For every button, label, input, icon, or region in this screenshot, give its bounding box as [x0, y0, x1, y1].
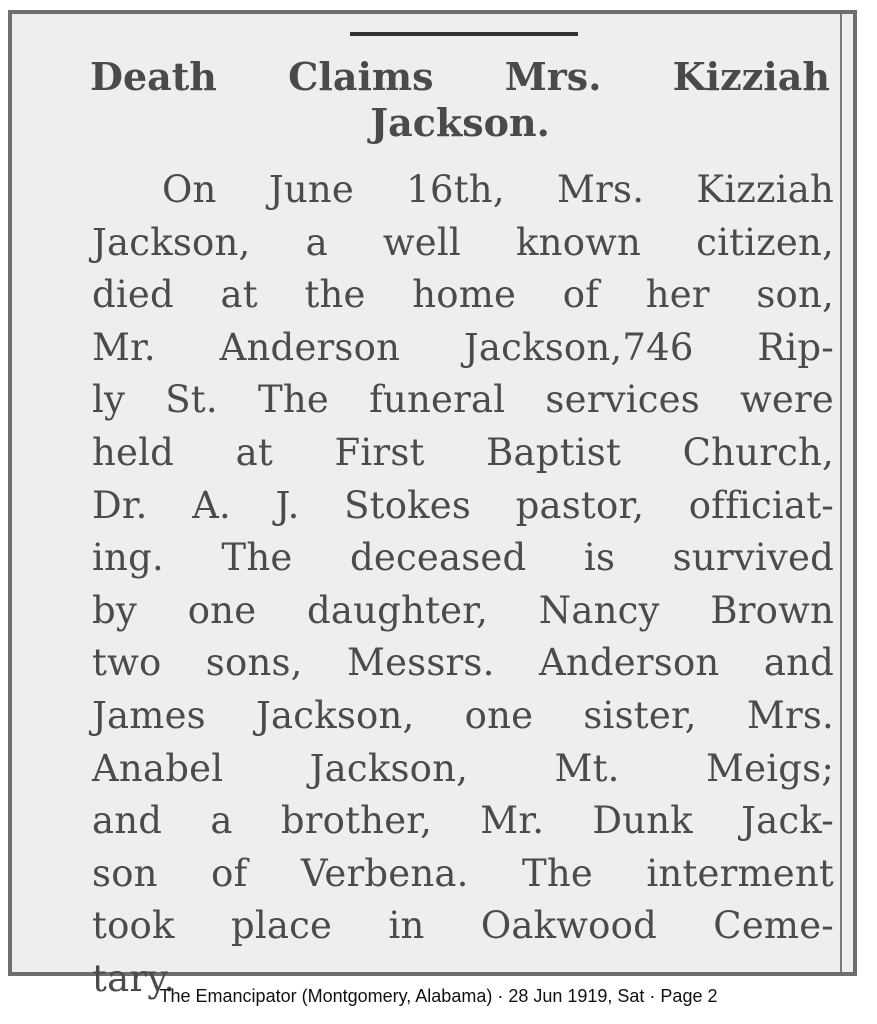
- headline-line-1: [90, 54, 830, 100]
- body-line: son of Verbena. The interment: [92, 851, 834, 895]
- body-line: Mr. Anderson Jackson,746 Rip-: [92, 325, 834, 369]
- body-line: by one daughter, Nancy Brown: [92, 588, 834, 632]
- body-line: died at the home of her son,: [92, 273, 834, 317]
- column-rule: [840, 14, 842, 972]
- body-line: held at First Baptist Church,: [92, 430, 834, 474]
- headline-line-2: Jackson.: [370, 100, 550, 145]
- headline-word: Claims: [288, 54, 434, 99]
- headline-word: Mrs.: [504, 54, 602, 99]
- body-line: Anabel Jackson, Mt. Meigs;: [92, 746, 834, 790]
- adjacent-column-fragment: [847, 14, 861, 972]
- body-line: and a brother, Mr. Dunk Jack-: [92, 799, 834, 843]
- source-caption: The Emancipator (Montgomery, Alabama) · 28 Jun 1919, Sat · Page 2: [159, 986, 718, 1006]
- article-body: [92, 164, 834, 1006]
- body-line: two sons, Messrs. Anderson and: [92, 641, 834, 685]
- body-line: ing. The deceased is survived: [92, 536, 834, 580]
- body-line: James Jackson, one sister, Mrs.: [92, 693, 834, 737]
- headline-word: Death: [90, 54, 217, 99]
- body-line: On June 16th, Mrs. Kizziah: [162, 168, 834, 211]
- body-line: tary.: [92, 956, 176, 1000]
- body-line: ly St. The funeral services were: [92, 378, 834, 422]
- body-line: Jackson, a well known citizen,: [92, 220, 834, 264]
- body-line: took place in Oakwood Ceme-: [92, 904, 834, 948]
- headline-word: Kizziah: [672, 54, 830, 99]
- body-line: Dr. A. J. Stokes pastor, officiat-: [92, 483, 834, 527]
- headline: [90, 54, 830, 146]
- top-rule: [350, 32, 578, 36]
